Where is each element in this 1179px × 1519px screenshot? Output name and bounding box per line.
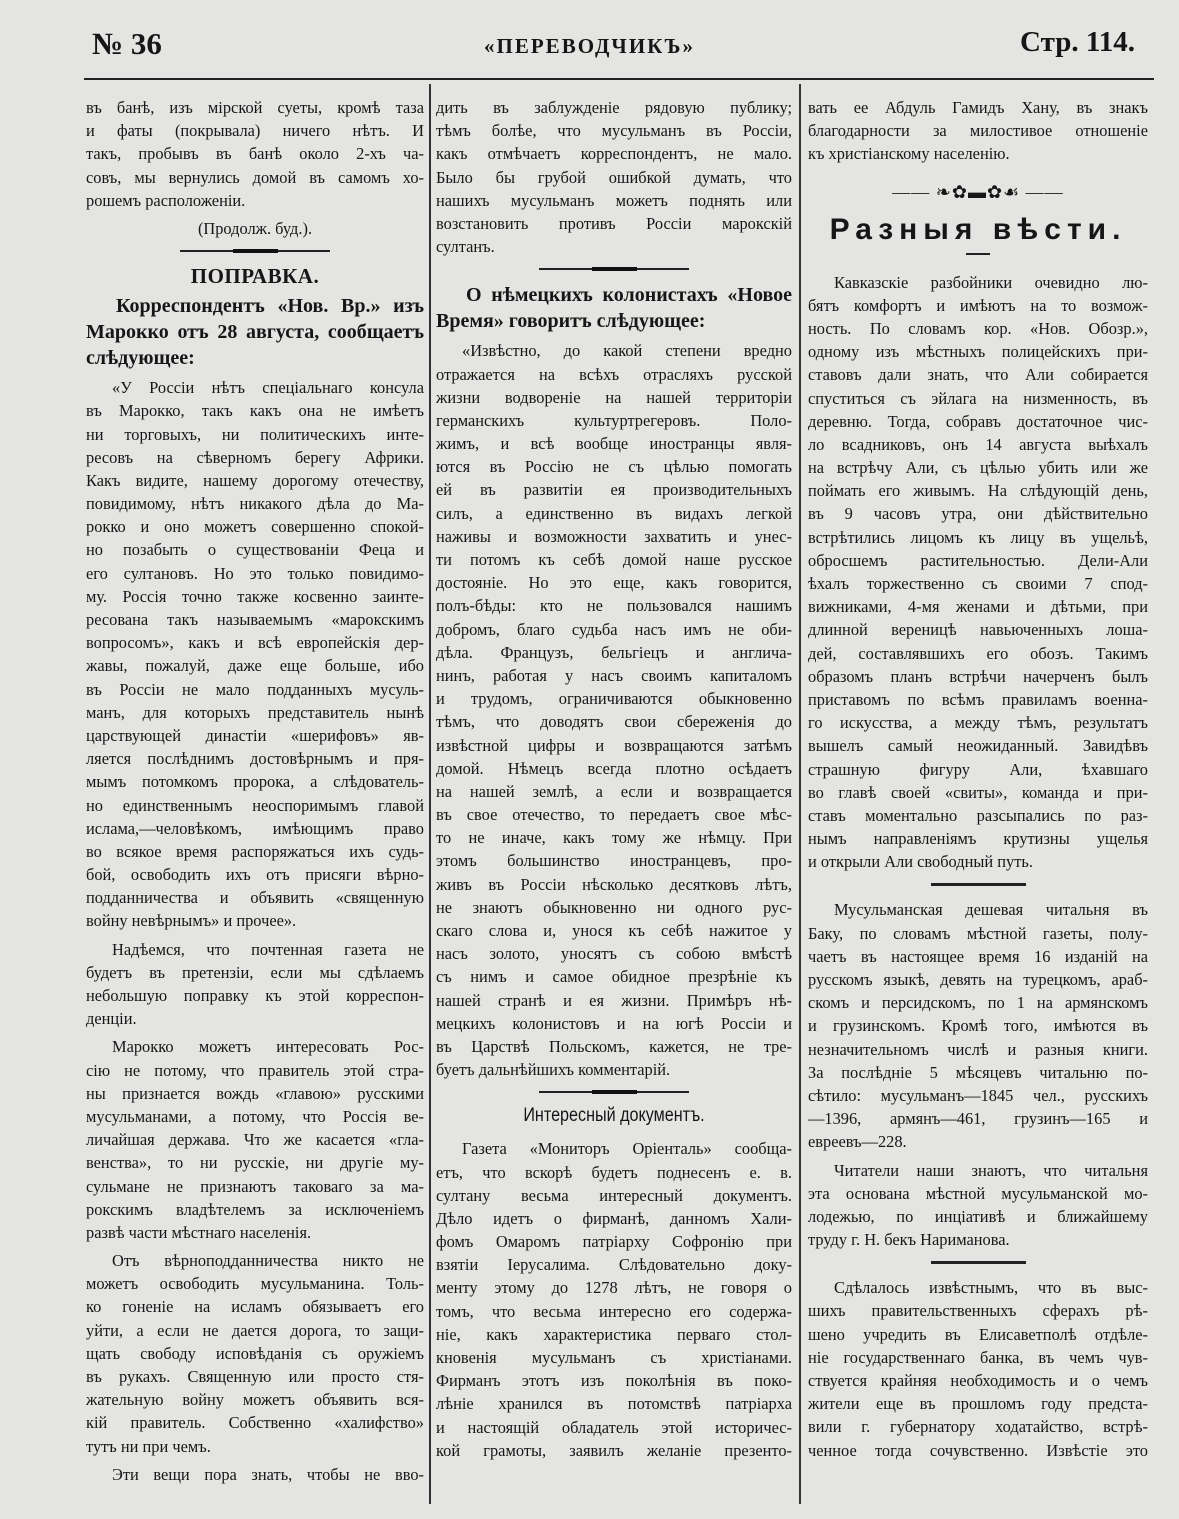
text-line: жательную войну можетъ объявить вся- — [86, 1390, 424, 1410]
text-line: отражается на всѣхъ отрасляхъ русской — [436, 364, 792, 384]
text-line: манъ, для которыхъ представитель нынѣ — [86, 702, 424, 722]
text-line: въ свое отечество, то передаетъ свое мѣс- — [436, 805, 792, 825]
text-line: такъ, пробывъ въ банѣ около 2-хъ ча- — [86, 144, 424, 164]
text-line: Эти вещи пора знать, чтобы не вво- — [112, 1464, 424, 1484]
text-line: венства», то ни русскіе, ни другіе му- — [86, 1153, 424, 1173]
text-line: въ Царствѣ Польскомъ, кажется, не тре- — [436, 1036, 792, 1056]
text-line: повидимому, нѣтъ никакого дѣла до Ма- — [86, 494, 424, 514]
text-line: рокскимъ владѣтелемъ за исключеніемъ — [86, 1199, 424, 1219]
text-line: подданничества и объявить «священную — [86, 888, 424, 908]
section-divider — [931, 1261, 1026, 1264]
text-line: извѣстной цифры и возвращаются затѣмъ — [436, 735, 792, 755]
text-line: на встрѣчу Али, съ цѣлью убить или же — [808, 458, 1148, 478]
text-line: совъ, мы вернулись домой въ самомъ хо- — [86, 167, 424, 187]
column-1 — [86, 96, 424, 1491]
text-line: буетъ дальнѣйшихъ комментарій. — [436, 1060, 671, 1080]
text-line: Мусульманская дешевая читальня въ — [834, 900, 1148, 920]
text-line: кновенія мусульманъ съ христіанами. — [436, 1348, 792, 1367]
text-line: рошемъ расположеніи. — [86, 190, 246, 210]
paragraph — [436, 339, 792, 1081]
paragraph — [808, 96, 1148, 166]
text-line: въ банѣ, изъ мірской суеты, кромѣ таза — [86, 98, 424, 117]
text-line: дей, составлявшихъ его обозъ. Такимъ — [808, 643, 1148, 663]
text-line: «У Россіи нѣтъ спеціальнаго консула — [112, 378, 424, 398]
text-line: жизни водвореніе на нашей территоріи — [436, 387, 792, 407]
issue-number: № 36 — [92, 26, 162, 61]
text-line: уйти, а если не дается дорога, то защи- — [86, 1320, 424, 1340]
text-line: поймать его живымъ. На слѣдующій день, — [808, 481, 1148, 501]
text-line: ставъ моментально разсыпались по раз- — [808, 805, 1148, 825]
text-line: тѣмъ болѣе, что мусульманъ въ Россіи, — [436, 121, 792, 141]
short-divider — [966, 253, 990, 255]
text-line: Корреспондентъ «Нов. Вр.» изъ — [116, 295, 424, 318]
text-line: вижниками, 4-мя женами и дѣтьми, при — [808, 597, 1148, 617]
newspaper-title: «ПЕРЕВОДЧИКЪ» — [484, 34, 695, 58]
paragraph — [86, 1035, 424, 1244]
text-line: взятіи Іерусалима. Слѣдовательно доку- — [436, 1255, 792, 1275]
text-line: Какъ видите, нашему дорогому отечеству, — [86, 470, 424, 490]
text-line: полъ-бѣды: кто не пользовался нашимъ — [436, 596, 792, 616]
text-line: ко гоненіе на исламъ обязываетъ его — [86, 1297, 424, 1317]
column-3 — [808, 96, 1148, 1467]
text-line: то не иначе, какъ тому же нѣмцу. При — [436, 828, 792, 848]
text-line: въ Россіи не мало подданныхъ мусуль- — [86, 679, 424, 699]
text-line: Было бы грубой ошибкой думать, что — [436, 167, 792, 187]
text-line: —1396, армянъ—461, грузинъ—165 и — [808, 1109, 1148, 1129]
text-line: сѣтило: мусульманъ—1845 чел., русскихъ — [808, 1085, 1148, 1105]
article-lead — [436, 282, 792, 334]
paragraph — [86, 1249, 424, 1458]
text-line: войну невѣрнымъ» и прочее». — [86, 911, 297, 931]
floral-divider-icon: —— ❧✿▬✿☙ —— — [892, 181, 1064, 202]
text-line: ставовъ дали знать, что Али собирается — [808, 365, 1148, 385]
column-2 — [436, 96, 792, 1467]
text-line: Надѣемся, что почтенная газета не — [112, 939, 424, 959]
section-divider — [539, 268, 689, 270]
text-line: кій правитель. Собственно «халифство» — [86, 1413, 424, 1433]
text-line: скаго слова и, унося къ себѣ нажитое у — [436, 921, 792, 940]
text-line: жители еще въ прошломъ году предста- — [808, 1394, 1148, 1414]
text-line: ность. По словамъ кор. «Нов. Обозр.», — [808, 318, 1148, 338]
text-line: скомъ и персидскомъ, по 1 на армянскомъ — [808, 993, 1148, 1013]
text-line: етъ, что вскорѣ будетъ поднесенъ е. в. — [436, 1162, 792, 1182]
text-line: труду г. Н. бекъ Нариманова. — [808, 1230, 1010, 1250]
text-line: нашихъ мусульманъ можетъ поднять или — [436, 190, 792, 210]
text-line: жавы, пожалуй, даже еще больше, ибо — [86, 656, 424, 676]
text-line: образомъ планъ встрѣчи начерченъ былъ — [808, 666, 1148, 686]
text-line: къ христіанскому населенію. — [808, 144, 1010, 164]
text-line: силъ, а единственно въ видахъ легкой — [436, 503, 792, 523]
text-line: лодежью, по инціативѣ и ближайшему — [808, 1206, 1148, 1226]
text-line: Марокко отъ 28 августа, сообщаетъ — [86, 321, 424, 344]
text-line: вили г. губернатору ходатайство, встрѣ- — [808, 1417, 1148, 1437]
text-line: въ рукахъ. Священную или просто стя- — [86, 1367, 424, 1386]
section-heading: Разныя вѣсти. — [829, 212, 1127, 246]
text-line: небольшую поправку къ этой корреспон- — [86, 986, 424, 1005]
text-line: ніе, какъ характеристика перваго стол- — [436, 1324, 792, 1344]
column-divider — [799, 84, 801, 1504]
text-line: Сдѣлалось извѣстнымъ, что въ выс- — [834, 1278, 1148, 1298]
text-line: жимъ, и всѣ вообще иностранцы явля- — [436, 434, 792, 454]
text-line: сію не потому, что правитель этой стра- — [86, 1060, 424, 1080]
text-line: ти потомъ къ себѣ домой наше русское — [436, 550, 792, 569]
paragraph — [436, 96, 792, 258]
text-line: спуститься съ эйлага на низменность, въ — [808, 388, 1148, 408]
text-line: одному изъ мѣстныхъ полицейскихъ при- — [808, 342, 1148, 362]
text-line: дить въ заблужденіе рядовую публику; — [436, 98, 792, 117]
text-line: Марокко можетъ интересовать Рос- — [112, 1037, 424, 1057]
text-line: Время» говоритъ слѣдующее: — [436, 310, 706, 333]
text-line: ресовъ на сѣверномъ берегу Африки. — [86, 447, 424, 467]
text-line: не знаютъ обыкновенно ни одного рус- — [436, 897, 792, 917]
column-divider — [429, 84, 431, 1504]
text-line: щать свободу исповѣданія съ оружіемъ — [86, 1343, 424, 1363]
text-line: мымъ потомкомъ пророка, а слѣдователь- — [86, 772, 424, 792]
text-line: ляется послѣднимъ достовѣрнымъ и пря- — [86, 749, 424, 769]
text-line: живъ въ Россіи нѣсколько десятковъ лѣтъ, — [436, 874, 792, 894]
text-line: личайшая держава. Что же касается «гла- — [86, 1130, 424, 1150]
text-line: ются въ Россію не съ цѣлью помогать — [436, 457, 792, 477]
text-line: денціи. — [86, 1009, 137, 1029]
text-line: страшную фигуру Али, ѣхавшаго — [808, 759, 1148, 779]
text-line: Фирманъ этотъ изъ поколѣнія въ поко- — [436, 1371, 792, 1391]
paragraph — [86, 938, 424, 1031]
header-rule — [84, 78, 1154, 80]
paragraph — [436, 1137, 792, 1462]
text-line: германскихъ культуртрегеровъ. Поло- — [436, 410, 792, 430]
text-line: ствуется крайняя необходимость и о чемъ — [808, 1371, 1148, 1390]
text-line: Дѣло идетъ о фирманѣ, данномъ Хали- — [436, 1208, 792, 1228]
text-line: незначительномъ числѣ и разныя книги. — [808, 1039, 1148, 1059]
text-line: шихъ правительственныхъ сферахъ рѣ- — [808, 1301, 1148, 1321]
section-divider — [931, 883, 1026, 886]
text-line: достояніе. Но это еще, какъ говорится, — [436, 573, 792, 593]
text-line: шено учредить въ Елисаветполѣ отдѣле- — [808, 1324, 1148, 1344]
text-line: во всякое время распоряжаться ихъ судь- — [86, 841, 424, 861]
text-line: ло всадниковъ, онъ 14 августа выѣхалъ — [808, 434, 1148, 454]
text-line: вопросомъ», какъ и всѣ европейскія дер- — [86, 633, 424, 653]
text-line: вышелъ самый неожиданный. Завидѣвъ — [808, 736, 1148, 756]
text-line: менту этому до 1278 лѣтъ, не говоря о — [436, 1278, 792, 1298]
text-line: бой, освободить ихъ отъ присяги вѣрно- — [86, 865, 424, 885]
text-line: и открыли Али свободный путь. — [808, 852, 1033, 872]
paragraph — [86, 376, 424, 933]
text-line: ны признается вождь «главою» русскими — [86, 1083, 424, 1103]
section-divider — [180, 250, 330, 252]
text-line: тутъ ни при чемъ. — [86, 1436, 211, 1456]
text-line: его султановъ. Но это только повидимо- — [86, 563, 424, 583]
text-line: насъ золото, уносятъ съ собою вмѣстѣ — [436, 944, 792, 964]
page-number: Стр. 114. — [1020, 26, 1135, 58]
text-line: ни торговыхъ, ни политическихъ инте- — [86, 424, 424, 444]
text-line: и грузинскомъ. Кромѣ того, имѣются въ — [808, 1016, 1148, 1036]
text-line: вать ее Абдуль Гамидъ Хану, въ знакъ — [808, 98, 1148, 117]
text-line: этомъ большинство иностранцевъ, про- — [436, 851, 792, 871]
text-line: султанъ. — [436, 237, 495, 257]
text-line: ресована такъ называемымъ «марокскимъ — [86, 610, 424, 629]
text-line: кой грамоты, заявилъ желаніе презенто- — [436, 1440, 792, 1460]
text-line: Отъ вѣрноподданничества никто не — [112, 1251, 424, 1271]
text-line: благодарности за милостивое отношеніе — [808, 121, 1148, 141]
text-line: Кавказскіе разбойники очевидно лю- — [834, 272, 1148, 292]
text-line: эта основана мѣстной мусульманской мо- — [808, 1183, 1148, 1203]
text-line: приставомъ по всѣмъ правиламъ военна- — [808, 689, 1148, 709]
paragraph — [86, 96, 424, 212]
text-line: будетъ въ претензіи, если мы сдѣлаемъ — [86, 962, 424, 982]
text-line: Газета «Мониторъ Оріенталь» сообща- — [462, 1139, 792, 1159]
paragraph — [808, 271, 1148, 874]
text-line: въ 9 часовъ утра, они дѣйствительно — [808, 504, 1148, 524]
text-line: (Продолж. буд.). — [197, 218, 313, 238]
text-line: рокко и оно можетъ совершенно спокой- — [86, 517, 424, 537]
section-heading: ПОПРАВКА. — [190, 264, 320, 289]
text-line: и фаты (покрывала) ничего нѣтъ. И — [86, 121, 424, 141]
text-line: встрѣтились лицомъ къ лицу въ ущельѣ, — [808, 527, 1148, 547]
text-line: русскомъ языкѣ, девять на турецкомъ, араб- — [808, 970, 1148, 989]
text-line: чаетъ въ настоящее время 16 изданій на — [808, 946, 1148, 966]
text-line: длинной вереницѣ навьюченныхъ лоша- — [808, 620, 1148, 640]
text-line: обросшемъ растительностью. Дели-Али — [808, 550, 1148, 570]
paragraph — [808, 898, 1148, 1153]
text-line: евреевъ—228. — [808, 1132, 907, 1152]
text-line: сульмане не признаютъ таковаго за ма- — [86, 1176, 424, 1196]
text-line: фомъ Омаромъ патріарху Софронію при — [436, 1232, 792, 1252]
text-line: возстановить противъ Россіи марокскій — [436, 213, 792, 233]
text-line: на нашей землѣ, а если и возвращается — [436, 781, 792, 801]
text-line: мецкихъ колонистовъ и на югѣ Россіи и — [436, 1013, 792, 1033]
section-heading: Интересный документъ. — [523, 1105, 705, 1127]
text-line: Читатели наши знаютъ, что читальня — [834, 1160, 1148, 1180]
text-line: домой. Нѣмецъ всегда плотно осѣдаетъ — [436, 758, 792, 778]
text-line: но единственнымъ неоспоримымъ главой — [86, 795, 424, 815]
text-line: въ Марокко, такъ какъ она не имѣетъ — [86, 401, 424, 421]
section-divider — [539, 1091, 689, 1093]
text-line: бятъ комфортъ и имѣютъ на то возмож- — [808, 295, 1148, 315]
paragraph — [808, 1159, 1148, 1252]
text-line: дѣла. Французъ, бельгіецъ и англича- — [436, 642, 792, 662]
text-line: и трудомъ, ограничиваются обыкновенно — [436, 689, 792, 709]
text-line: му. Россія точно также косвенно заинте- — [86, 586, 424, 606]
text-line: томъ, что весьма интересно его содержа- — [436, 1301, 792, 1321]
paragraph — [86, 1463, 424, 1486]
text-line: нымъ направленіямъ крутизны ущелья — [808, 829, 1148, 849]
text-line: но позабыть о существованіи Феца и — [86, 540, 424, 560]
text-line: нашей странѣ и ея жизни. Примѣръ нѣ- — [436, 990, 792, 1010]
text-line: тѣмъ, что доводятъ свои сбереженія до — [436, 712, 792, 732]
text-line: и настоящій обладатель этой историчес- — [436, 1417, 792, 1437]
text-line: ей въ развитіи ея производительныхъ — [436, 480, 792, 500]
text-line: го искусства, а между тѣмъ, результатъ — [808, 713, 1148, 733]
article-lead — [86, 293, 424, 371]
text-line: какъ отмѣчаетъ корреспондентъ, не мало. — [436, 144, 792, 164]
text-line: ислама,—человѣкомъ, имѣющимъ право — [86, 818, 424, 838]
text-line: султану весьма интересный документъ. — [436, 1185, 792, 1205]
text-line: «Извѣстно, до какой степени вредно — [462, 341, 792, 361]
text-line: добромъ, благо судьба насъ имъ не оби- — [436, 619, 792, 639]
text-line: слѣдующее: — [86, 347, 195, 370]
text-line: можетъ освободить мусульманина. Толь- — [86, 1274, 424, 1294]
text-line: О нѣмецкихъ колонистахъ «Новое — [466, 284, 792, 307]
text-line: За послѣдніе 5 мѣсяцевъ читальню по- — [808, 1062, 1148, 1082]
paragraph — [86, 217, 424, 240]
text-line: царствующей династіи «шерифовъ» яв- — [86, 725, 424, 745]
paragraph — [808, 1276, 1148, 1462]
text-line: ченное тогда сочувственно. Извѣстіе это — [808, 1440, 1148, 1460]
text-line: развѣ части мѣстнаго населенія. — [86, 1222, 312, 1242]
text-line: ніе государственнаго банка, въ чемъ чув- — [808, 1347, 1148, 1367]
text-line: ѣхалъ торжественно съ своими 7 спод- — [808, 574, 1148, 593]
text-line: Баку, по словамъ мѣстной газеты, полу- — [808, 923, 1148, 943]
text-line: съ нимъ и самое обидное презрѣніе къ — [436, 967, 792, 987]
text-line: нинъ, работая у насъ своимъ капиталомъ — [436, 665, 792, 685]
text-line: наживы и возможности захватить и унес- — [436, 526, 792, 546]
text-line: деревню. Тогда, собравъ достаточное чис- — [808, 411, 1148, 431]
text-line: во главѣ своей «свиты», команда и при- — [808, 782, 1148, 802]
text-line: мусульманами, а потому, что Россія ве- — [86, 1106, 424, 1126]
text-line: лѣніе хранился въ потомствѣ патріарха — [436, 1394, 792, 1414]
